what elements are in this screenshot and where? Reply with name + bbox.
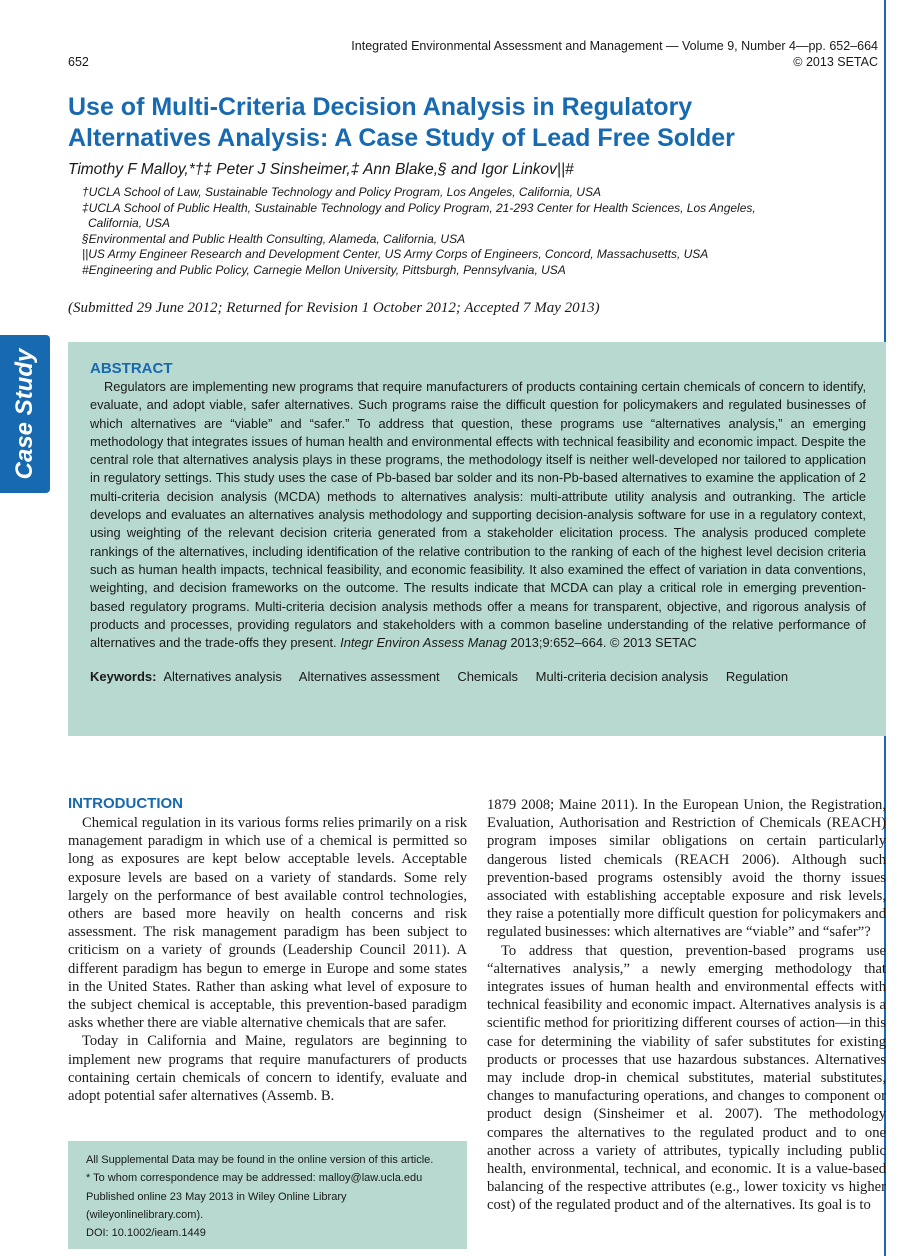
keyword: Alternatives analysis xyxy=(163,669,282,685)
abstract-text: Regulators are implementing new programs that require manufacturers of products containing certain chemicals of concern to identify, evaluate, and adopt viable, safer alternatives. Such programs raise the difficult question for policymakers and regulated businesses of which alternatives are “viable” and “safer.” To address that question, these programs use “alternatives analysis,” an emerging methodology that integrates issues of human health and environmental effects with technical feasibility and economic impact. Despite the central role that alternatives analysis plays in these programs, the methodology itself is neither well-developed nor tailored to application in regulatory settings. This study uses the case of Pb-based bar solder and its non-Pb-based alternatives to examine the application of 2 multi-criteria decision analysis (MCDA) methods to alternatives analysis: multi-attribute utility analysis and outranking. The article develops and evaluates an alternatives analysis methodology and supporting decision-analysis software for use in a regulatory context, using weighting of the relevant decision criteria generated from a stakeholder elicitation process. The analysis produced complete rankings of the alternatives, including identification of the relative contribution to the ranking of each of the highest level decision criteria such as human health impacts, technical feasibility, and economic feasibility. It also examined the effect of variation in data conventions, weighting, and decision frameworks on the outcome. The results indicate that MCDA can play a critical role in emerging prevention-based regulatory programs. Multi-criteria decision analysis methods offer a means for transparent, objective, and rigorous analysis of products and processes, providing regulators and stakeholders with a common baseline understanding of the relative performance of alternatives and the trade-offs they present. xyxy=(90,379,866,651)
keywords-row xyxy=(90,669,866,684)
footnote-correspondence: * To whom correspondence may be addressed: malloy@law.ucla.edu xyxy=(86,1172,423,1185)
intro-paragraph-3: To address that question, prevention-based programs use “alternatives analysis,” a newly emerging methodology that integrates issues of human health and environmental effects with technical feasibility and economic impact. Alternatives analysis is a scientific method for prioritizing different courses of action—in this case for determining the viability of safer substitutes for existing products or processes that use hazardous substances. Alternatives may include drop-in chemical substitutes, material substitutes, changes to manufacturing operations, and changes to component or product design (Sinsheimer et al. 2007). The methodology compares the alternatives to the regulated product and to one another across a variety of attributes, typically including public health, environmental, technical, and economic. It is a value-based balancing of the respective attributes (e.g., lower toxicity vs higher cost) of the regulated product and of the alternatives. Its goal is to xyxy=(487,942,886,1214)
abstract-body xyxy=(90,378,866,652)
title-line-1: Use of Multi-Criteria Decision Analysis in Regulatory xyxy=(68,93,693,121)
abstract-box xyxy=(68,342,886,736)
footnote-doi: DOI: 10.1002/ieam.1449 xyxy=(86,1227,206,1240)
keyword: Regulation xyxy=(725,669,789,685)
intro-paragraph-2-cont: 1879 2008; Maine 2011). In the European Union, the Registration, Evaluation, Authorisation and Restriction of Chemicals (REACH) program imposes similar obligations on certain particularly dangerous listed chemicals (REACH 2006). Although such prevention-based programs ostensibly avoid the thorny issues associated with establishing acceptable exposure and risk levels, they raise a potentially more difficult question for policymakers and regulated businesses: which alternatives are “viable” and “safer”? xyxy=(487,797,886,941)
affiliation-2-cont: California, USA xyxy=(88,216,171,231)
left-column xyxy=(68,794,467,1105)
intro-paragraph-2: Today in California and Maine, regulators are beginning to implement new programs that require manufacturers of products containing certain chemicals of concern to identify, evaluate and adopt potential safer alternatives (Assemb. B. xyxy=(68,1033,467,1105)
article-type-label: Case Study xyxy=(11,348,38,480)
intro-paragraph-1: Chemical regulation in its various forms relies primarily on a risk management paradigm in which use of a chemical is permitted so long as exposures are kept below acceptable levels. Acceptable exposure levels are based on a variety of standards. Some rely largely on the performance of best available control technologies, others are based more heavily on health concerns and risk assessment. The risk management paradigm has been subject to criticism on a variety of grounds (Leadership Council 2011). A different paradigm has begun to emerge in Europe and some states in the United States. Rather than asking what level of exposure to the subject chemical is acceptable, this prevention-based paradigm asks whether there are viable alternative chemicals that are safer. xyxy=(68,815,467,1032)
journal-header xyxy=(351,38,878,70)
author-list: Timothy F Malloy,*†‡ Peter J Sinsheimer,‡ Ann Blake,§ and Igor Linkov||# xyxy=(68,161,574,178)
right-column xyxy=(487,796,886,1215)
introduction-heading: INTRODUCTION xyxy=(68,795,183,812)
copyright-line: © 2013 SETAC xyxy=(793,55,878,69)
abstract-citation-rest: 2013;9:652–664. © 2013 SETAC xyxy=(510,635,697,651)
affiliation-5: #Engineering and Public Policy, Carnegie Mellon University, Pittsburgh, Pennsylvania, USA xyxy=(82,262,566,277)
title-line-2: Alternatives Analysis: A Case Study of Lead Free Solder xyxy=(68,124,735,152)
affiliation-4: ||US Army Engineer Research and Development Center, US Army Corps of Engineers, Concord, Massachusetts, USA xyxy=(82,247,709,262)
footnote-published: Published online 23 May 2013 in Wiley Online Library xyxy=(86,1190,347,1203)
affiliation-1: †UCLA School of Law, Sustainable Technology and Policy Program, Los Angeles, California, USA xyxy=(82,185,601,199)
affiliation-3: §Environmental and Public Health Consulting, Alameda, California, USA xyxy=(82,231,466,246)
abstract-citation-journal: Integr Environ Assess Manag xyxy=(340,635,507,651)
abstract-heading: ABSTRACT xyxy=(90,360,173,377)
article-type-tab xyxy=(0,335,50,493)
article-title xyxy=(68,92,868,154)
submission-dates: (Submitted 29 June 2012; Returned for Revision 1 October 2012; Accepted 7 May 2013) xyxy=(68,300,600,316)
journal-line: Integrated Environmental Assessment and Management — Volume 9, Number 4—pp. 652–664 xyxy=(351,39,878,53)
affiliation-2: ‡UCLA School of Public Health, Sustainable Technology and Policy Program, 21-293 Center for Health Sciences, Los Angeles, xyxy=(82,200,756,215)
keyword: Alternatives assessment xyxy=(298,669,440,685)
keyword: Multi-criteria decision analysis xyxy=(535,669,709,685)
footnote-library: (wileyonlinelibrary.com). xyxy=(86,1208,204,1221)
footnote-supplemental: All Supplemental Data may be found in the online version of this article. xyxy=(86,1154,434,1166)
keywords-label: Keywords: xyxy=(90,669,157,685)
footnote-box xyxy=(68,1141,467,1249)
keyword: Chemicals xyxy=(457,669,518,685)
page-number: 652 xyxy=(68,55,89,69)
affiliations xyxy=(82,185,842,279)
